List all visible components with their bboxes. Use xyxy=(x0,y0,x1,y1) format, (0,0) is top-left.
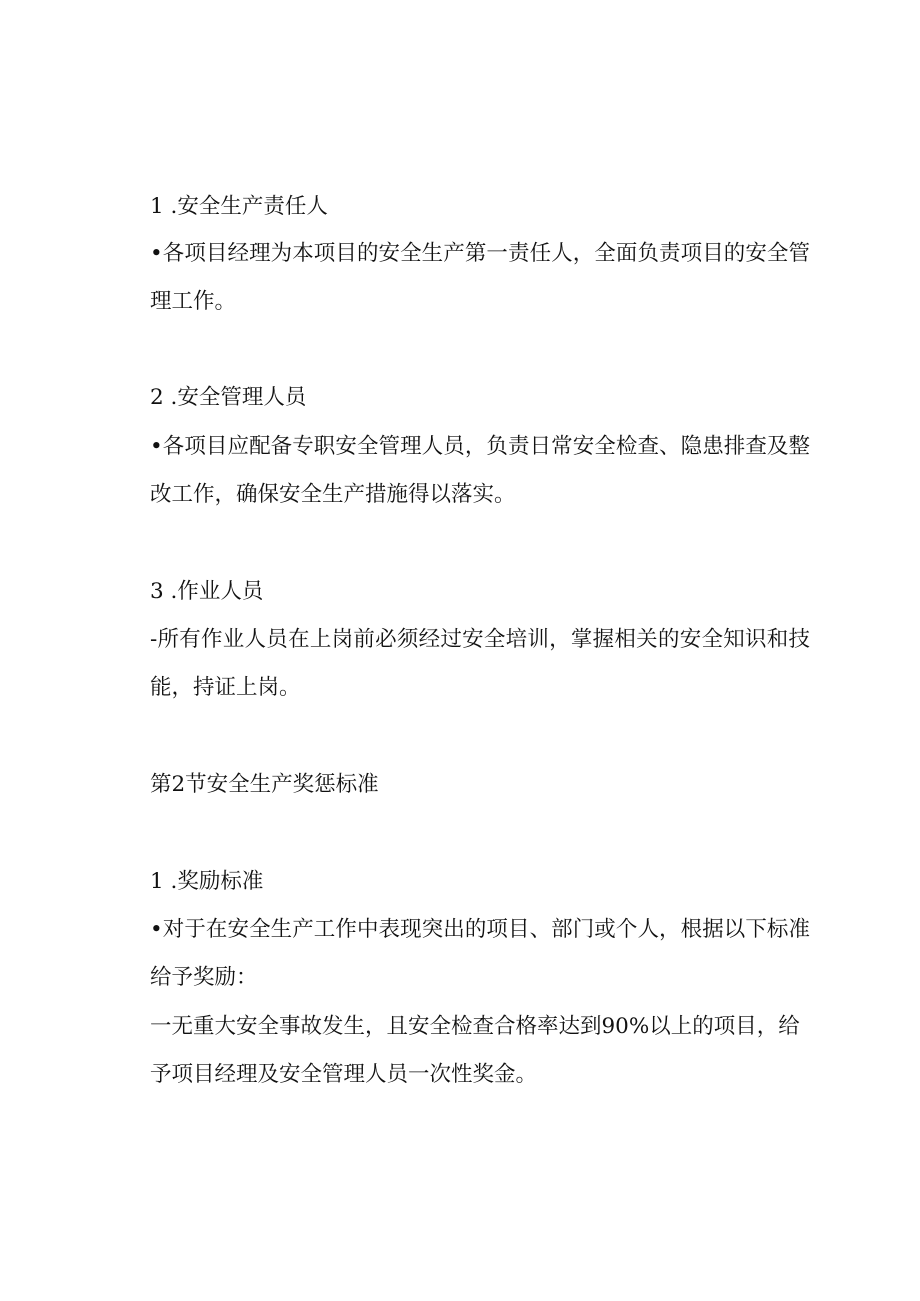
section-2-line-2: 改工作，确保安全生产措施得以落实。 xyxy=(150,482,516,507)
subsection-line-1: •对于在安全生产工作中表现突出的项目、部门或个人，根据以下标准 xyxy=(150,917,810,942)
subsection-line-4: 予项目经理及安全管理人员一次性奖金。 xyxy=(150,1062,538,1087)
subsection-line-3: 一无重大安全事故发生，且安全检查合格率达到90%以上的项目，给 xyxy=(150,1014,800,1039)
subsection-heading: 1 .奖励标准 xyxy=(150,869,264,894)
section-1-line-2: 理工作。 xyxy=(150,289,237,314)
section-2-line-1: •各项目应配备专职安全管理人员，负责日常安全检查、隐患排查及整 xyxy=(150,434,810,459)
subsection-line-2: 给予奖励： xyxy=(150,965,258,990)
section-3-heading: 3 .作业人员 xyxy=(150,579,264,604)
section-2-heading: 2 .安全管理人员 xyxy=(150,385,307,410)
section-1-heading: 1 .安全生产责任人 xyxy=(150,194,328,219)
section-3-line-1: -所有作业人员在上岗前必须经过安全培训，掌握相关的安全知识和技 xyxy=(150,627,810,652)
section-1-line-1: •各项目经理为本项目的安全生产第一责任人，全面负责项目的安全管 xyxy=(150,241,810,266)
section-3-line-2: 能，持证上岗。 xyxy=(150,675,301,700)
section-title: 第2节安全生产奖惩标准 xyxy=(150,772,379,797)
